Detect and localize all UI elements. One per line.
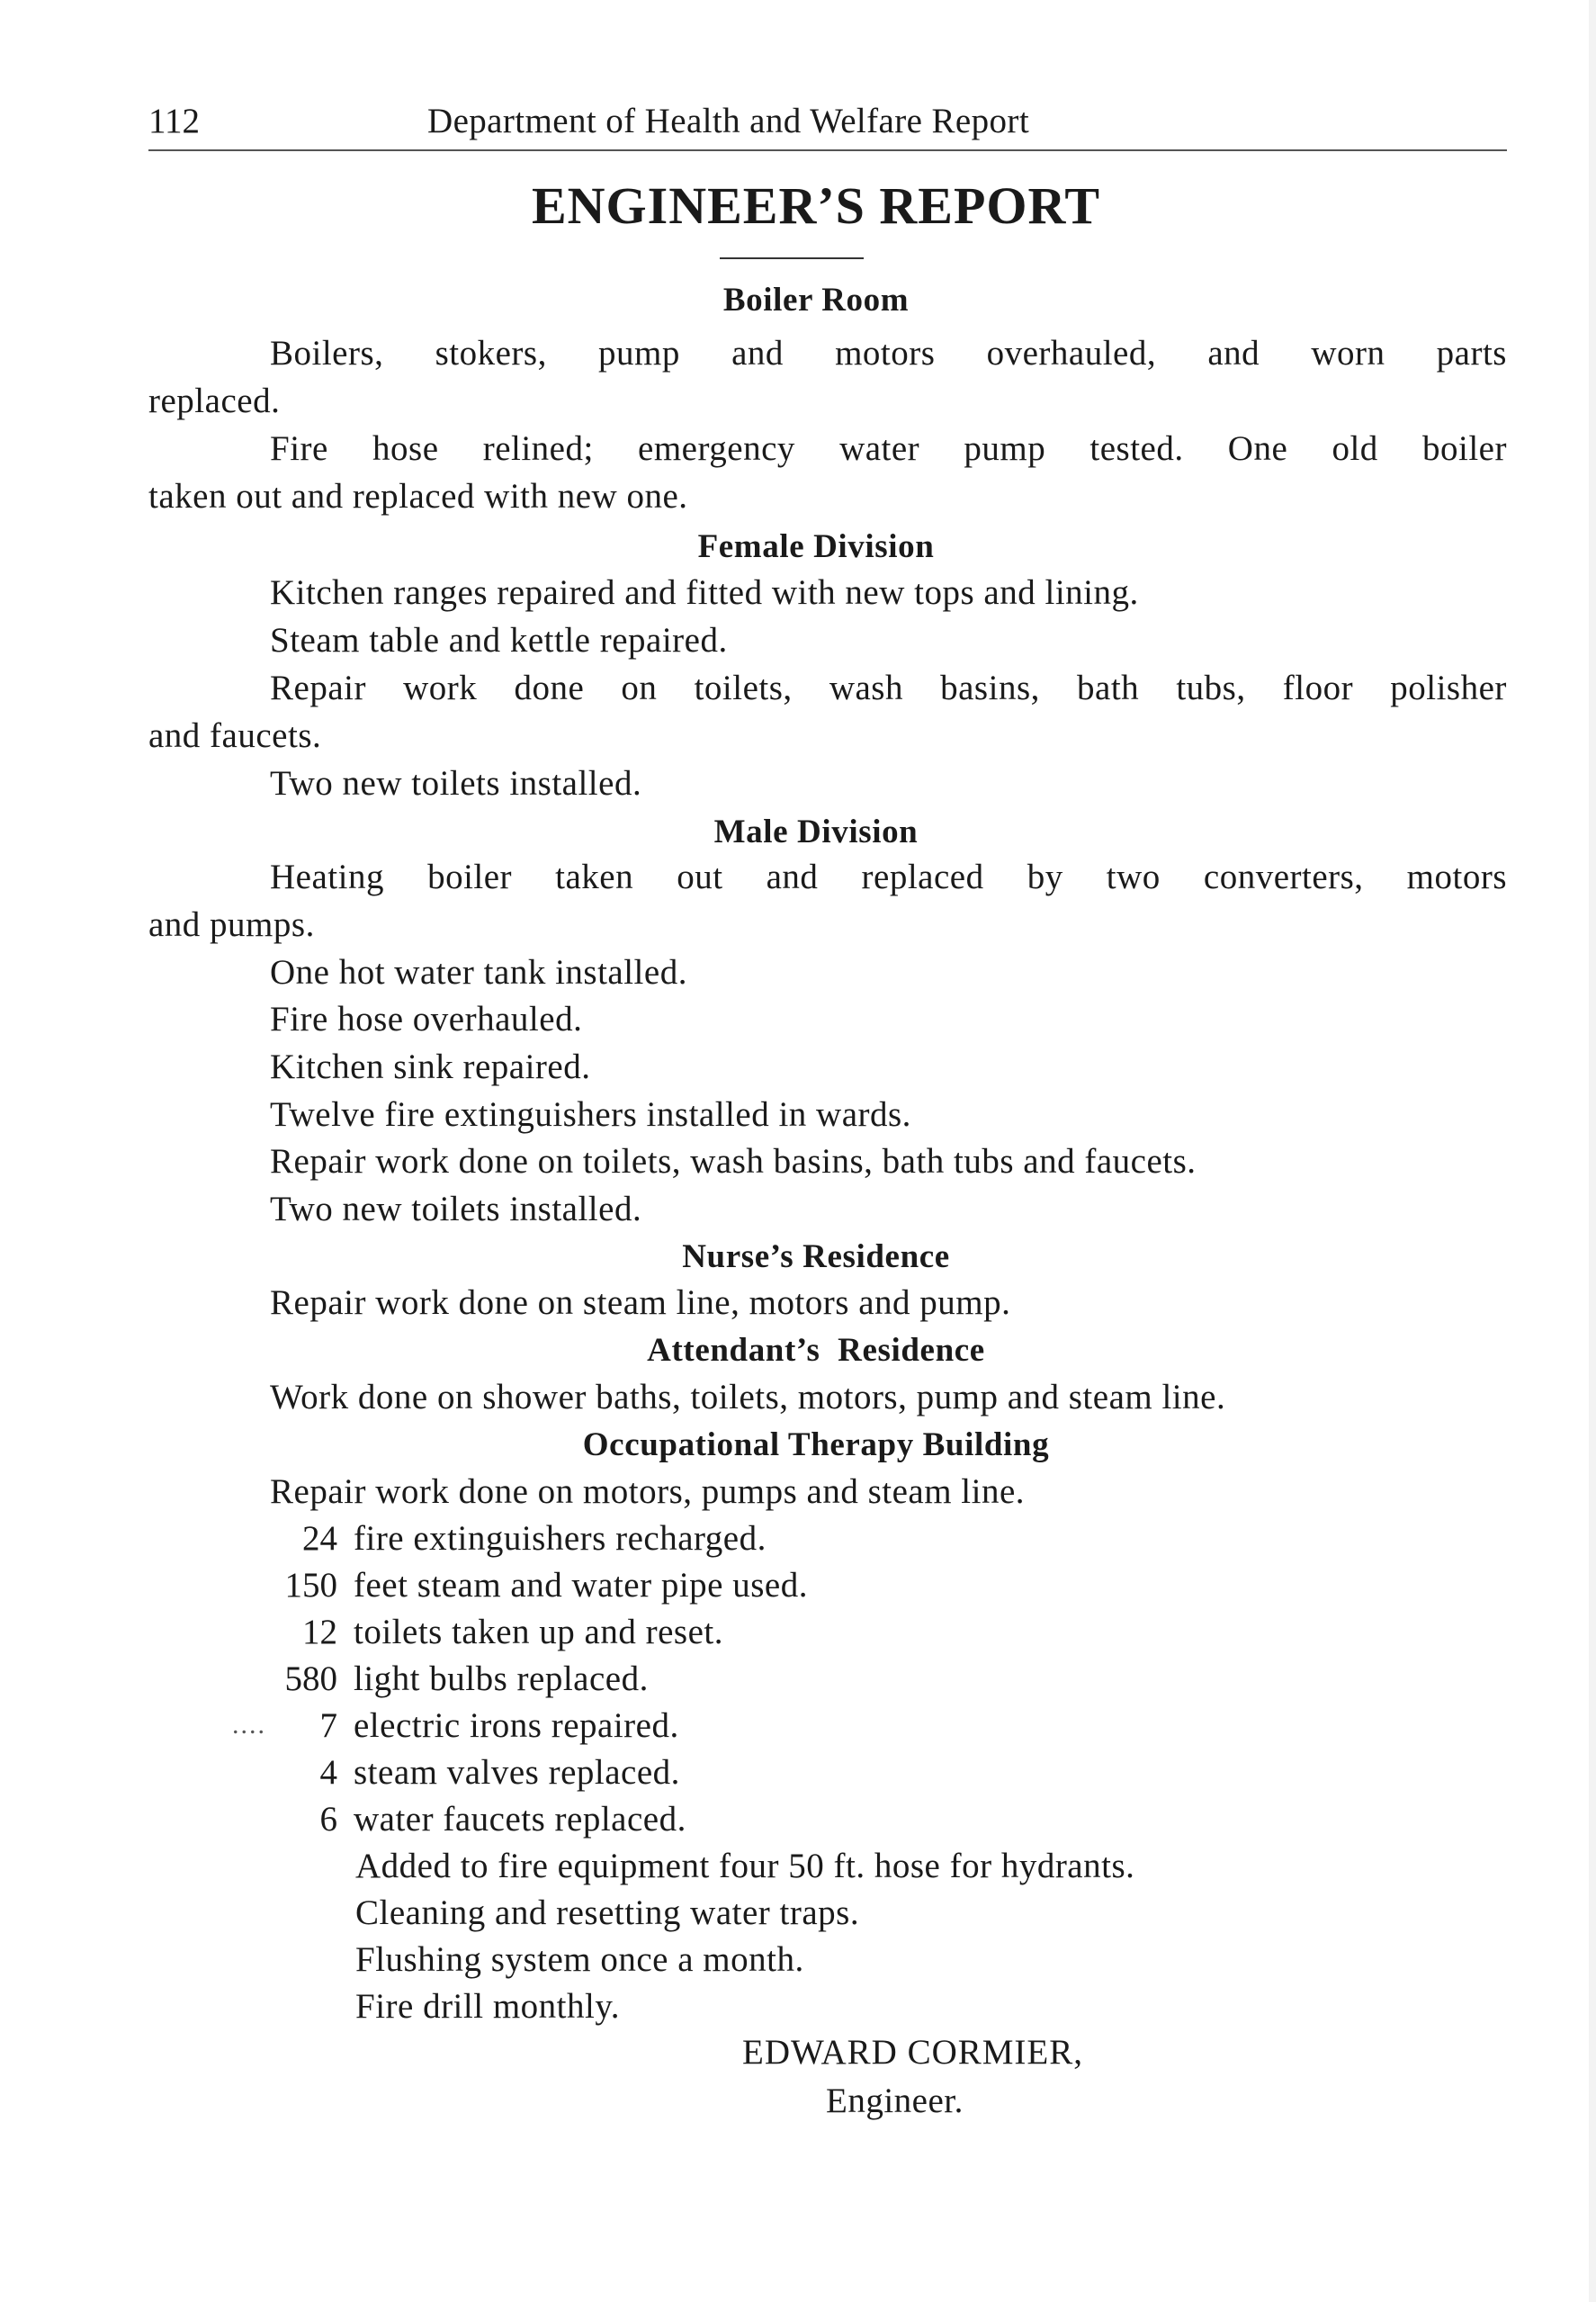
heading-boiler-room: Boiler Room [722,282,910,319]
female-line-3a-text: Repair work done on toilets, wash basins, bath tubs, floor polisher [270,669,1507,707]
male-line-6: Repair work done on toilets, wash basins, bath tubs and faucets. [270,1142,1197,1181]
ot-item-text: feet steam and water pipe used. [354,1566,808,1605]
male-line-2: One hot water tank installed. [270,953,687,992]
boiler-p1-line1-text: Boilers, stokers, pump and motors overhauled, and worn parts [270,334,1507,373]
female-line-3a [270,668,1507,708]
title-rule [720,257,864,259]
heading-female-division: Female Division [697,528,935,565]
ot-item-qty: 6 [319,1800,337,1839]
ot-item-qty: 4 [319,1753,337,1792]
male-line-7: Two new toilets installed. [270,1190,642,1228]
male-line-1b: and pumps. [148,905,315,944]
boiler-p1-line1 [270,333,1507,373]
dot-leader: .... [232,1710,266,1740]
ot-extra-line: Flushing system once a month. [355,1940,804,1979]
male-line-3: Fire hose overhauled. [270,1000,583,1039]
ot-extra-line: Added to fire equipment four 50 ft. hose for hydrants. [355,1847,1135,1885]
male-line-1a [270,857,1507,897]
boiler-p2-line2: taken out and replaced with new one. [148,477,688,516]
heading-male-division: Male Division [713,814,919,850]
ot-line-1: Repair work done on motors, pumps and steam line. [270,1472,1026,1511]
heading-nurses-residence: Nurse’s Residence [682,1238,950,1275]
female-line-4: Two new toilets installed. [270,764,642,803]
ot-item-text: steam valves replaced. [354,1753,680,1792]
header-rule [148,149,1507,151]
ot-item-text: water faucets replaced. [354,1800,686,1839]
female-line-2: Steam table and kettle repaired. [270,621,728,660]
running-head [148,101,1507,155]
ot-item-qty: 24 [302,1519,337,1558]
female-line-3b: and faucets. [148,716,322,755]
ot-item-text: light bulbs replaced. [354,1659,649,1698]
boiler-p2-line1 [270,428,1507,469]
ot-item-qty: 12 [302,1613,337,1651]
ot-extra-line: Cleaning and resetting water traps. [355,1893,860,1932]
ot-item-qty: 7 [319,1706,337,1745]
ot-extra-line: Fire drill monthly. [355,1987,621,2026]
report-title: ENGINEER’S REPORT [531,176,1101,235]
nurses-line-1: Repair work done on steam line, motors and pump. [270,1283,1011,1322]
ot-item-text: electric irons repaired. [354,1706,679,1745]
scan-edge-shadow [1589,0,1596,2302]
running-title: Department of Health and Welfare Report [427,102,1030,140]
female-line-1: Kitchen ranges repaired and fitted with new tops and lining. [270,573,1139,612]
boiler-p2-line1-text: Fire hose relined; emergency water pump tested. One old boiler [270,429,1507,468]
male-line-1a-text: Heating boiler taken out and replaced by two converters, motors [270,858,1507,896]
signature-title: Engineer. [826,2082,964,2120]
heading-attendants-residence: Attendant’s Residence [647,1332,985,1369]
attendants-line-1: Work done on shower baths, toilets, motors, pump and steam line. [270,1378,1226,1416]
male-line-5: Twelve fire extinguishers installed in wards. [270,1095,911,1134]
heading-occupational-therapy: Occupational Therapy Building [582,1426,1050,1463]
ot-item-text: fire extinguishers recharged. [354,1519,767,1558]
ot-item-qty: 580 [284,1659,337,1698]
signature-name: EDWARD CORMIER, [742,2033,1084,2072]
page-number: 112 [148,102,201,140]
male-line-4: Kitchen sink repaired. [270,1048,591,1086]
ot-item-text: toilets taken up and reset. [354,1613,723,1651]
ot-item-qty: 150 [284,1566,337,1605]
boiler-p1-line2: replaced. [148,382,281,420]
